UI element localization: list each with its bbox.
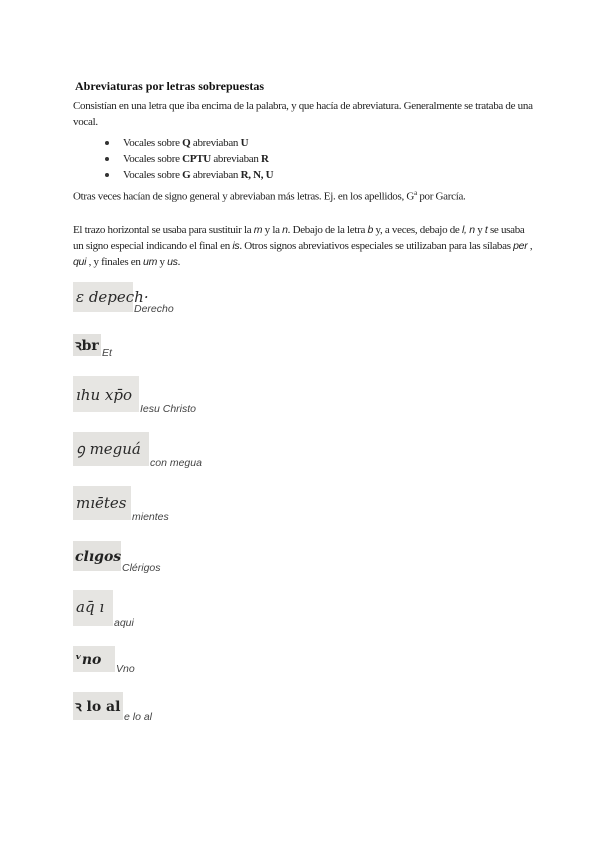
manuscript-image [73, 486, 131, 520]
example-row [73, 486, 169, 523]
bullet-item: Vocales sobre CPTU abreviaban R [105, 151, 273, 167]
example-row [73, 692, 153, 723]
manuscript-image [73, 376, 139, 412]
example-caption: Derecho [134, 303, 174, 315]
example-row [73, 590, 134, 629]
example-caption: e lo al [124, 711, 153, 723]
example-row [73, 646, 135, 675]
manuscript-glyph: mıētes [76, 494, 127, 512]
manuscript-glyph: clıgos [75, 549, 122, 565]
manuscript-glyph: ᵛno [75, 652, 102, 668]
example-caption: Vno [116, 663, 135, 675]
bullet-item: Vocales sobre Q abreviaban U [105, 135, 273, 151]
example-row [73, 432, 202, 469]
example-caption: mientes [132, 511, 169, 523]
other-abbrev-paragraph: Otras veces hacían de signo general y abreviaban más letras. Ej. en los apellidos, $G^a$ por García. [73, 189, 466, 203]
manuscript-glyph: ꝯ meguá [76, 440, 141, 458]
example-row [73, 376, 197, 415]
bullet-list [105, 135, 273, 183]
manuscript-image [73, 692, 123, 720]
section-heading: Abreviaturas por letras sobrepuestas [75, 79, 264, 93]
manuscript-glyph: ɛ depech· [76, 288, 149, 306]
manuscript-glyph: aq̄ ı [76, 598, 105, 616]
intro-paragraph: Consistían en una letra que iba encima de la palabra, y que hacía de abreviatura. Generalmente se trataba de una vocal. [73, 100, 533, 128]
manuscript-glyph: ꝛ lo al [75, 699, 121, 715]
example-row [73, 334, 112, 359]
example-caption: con megua [150, 457, 202, 469]
example-caption: Et [102, 347, 112, 359]
manuscript-image [73, 334, 101, 356]
manuscript-glyph: ꝛbr [75, 338, 99, 354]
trazo-paragraph: El trazo horizontal se usaba para sustituir la m y la n. Debajo de la letra b y, a veces, debajo de l, n y t se usaba un signo especial indicando el final en is. Otros signos abreviativos especiales se utilizaban para las sílabas per , qui , y finales en um y us. [73, 224, 533, 268]
example-caption: aqui [114, 617, 134, 629]
example-row [73, 541, 161, 574]
manuscript-image [73, 432, 149, 466]
example-caption: Clérigos [122, 562, 161, 574]
bullet-item: Vocales sobre G abreviaban R, N, U [105, 167, 273, 183]
manuscript-image [73, 646, 115, 672]
manuscript-image [73, 590, 113, 626]
example-row [73, 282, 174, 315]
manuscript-glyph: ıhu xp̄o [76, 386, 132, 404]
manuscript-image [73, 541, 121, 571]
manuscript-image [73, 282, 149, 312]
example-caption: Iesu Christo [140, 403, 197, 415]
